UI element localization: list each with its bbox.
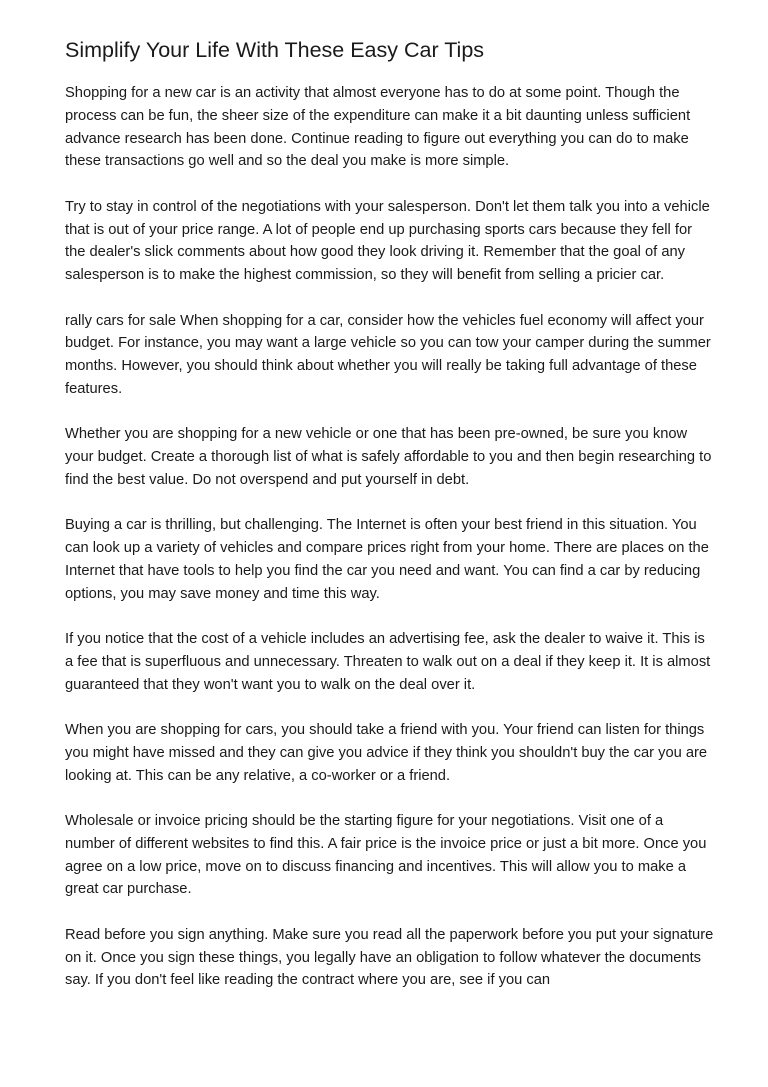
document-page [65,36,715,1015]
paragraph-internet-research: Buying a car is thrilling, but challenging. The Internet is often your best friend in this situation. You can look up a variety of vehicles and compare prices right from your home. There are places on the Internet that have tools to help you find the car you need and want. You can find a car by reducing options, you may save money and time this way. [65,517,709,602]
paragraph-intro: Shopping for a new car is an activity that almost everyone has to do at some point. Though the process can be fun, the sheer size of the expenditure can make it a bit daunting unless sufficient advance research has been done. Continue reading to figure out everything you can do to make these transactions go well and so the deal you make is more simple. [65,85,691,170]
paragraph-negotiation-control: Try to stay in control of the negotiations with your salesperson. Don't let them talk you into a vehicle that is out of your price range. A lot of people end up purchasing sports cars because they fell for the dealer's slick comments about how good they look driving it. Remember that the goal of any salesperson is to make the highest commission, so they will benefit from selling a pricier car. [65,198,710,284]
paragraph-budget: Whether you are shopping for a new vehicle or one that has been pre-owned, be sure you know your budget. Create a thorough list of what is safely affordable to you and then begin researching to find the best value. Do not overspend and put yourself in debt. [65,426,712,488]
paragraph-read-before-signing: Read before you sign anything. Make sure you read all the paperwork before you put your signature on it. Once you sign these things, you legally have an obligation to follow whatever the documents say. If you don't feel like reading the contract where you are, see if you can [65,926,714,989]
page-title: Simplify Your Life With These Easy Car Tips [65,38,485,62]
paragraph-advertising-fee: If you notice that the cost of a vehicle includes an advertising fee, ask the dealer to waive it. This is a fee that is superfluous and unnecessary. Threaten to walk out on a deal if they keep it. It is almost guaranteed that they won't want you to walk on the deal over it. [65,631,711,693]
paragraph-bring-friend: When you are shopping for cars, you should take a friend with you. Your friend can listen for things you might have missed and they can give you advice if they think you shouldn't buy the car you are looking at. This can be any relative, a co-worker or a friend. [65,722,708,784]
paragraph-fuel-economy: rally cars for sale When shopping for a car, consider how the vehicles fuel economy will affect your budget. For instance, you may want a large vehicle so you can tow your camper during the summer months. However, you should think about whether you will really be taking full advantage of these features. [65,312,711,397]
paragraph-invoice-pricing: Wholesale or invoice pricing should be the starting figure for your negotiations. Visit one of a number of different websites to find this. A fair price is the invoice price or just a bit more. Once you agree on a low price, move on to discuss financing and incentives. This will allow you to make a great car purchase. [65,813,707,898]
